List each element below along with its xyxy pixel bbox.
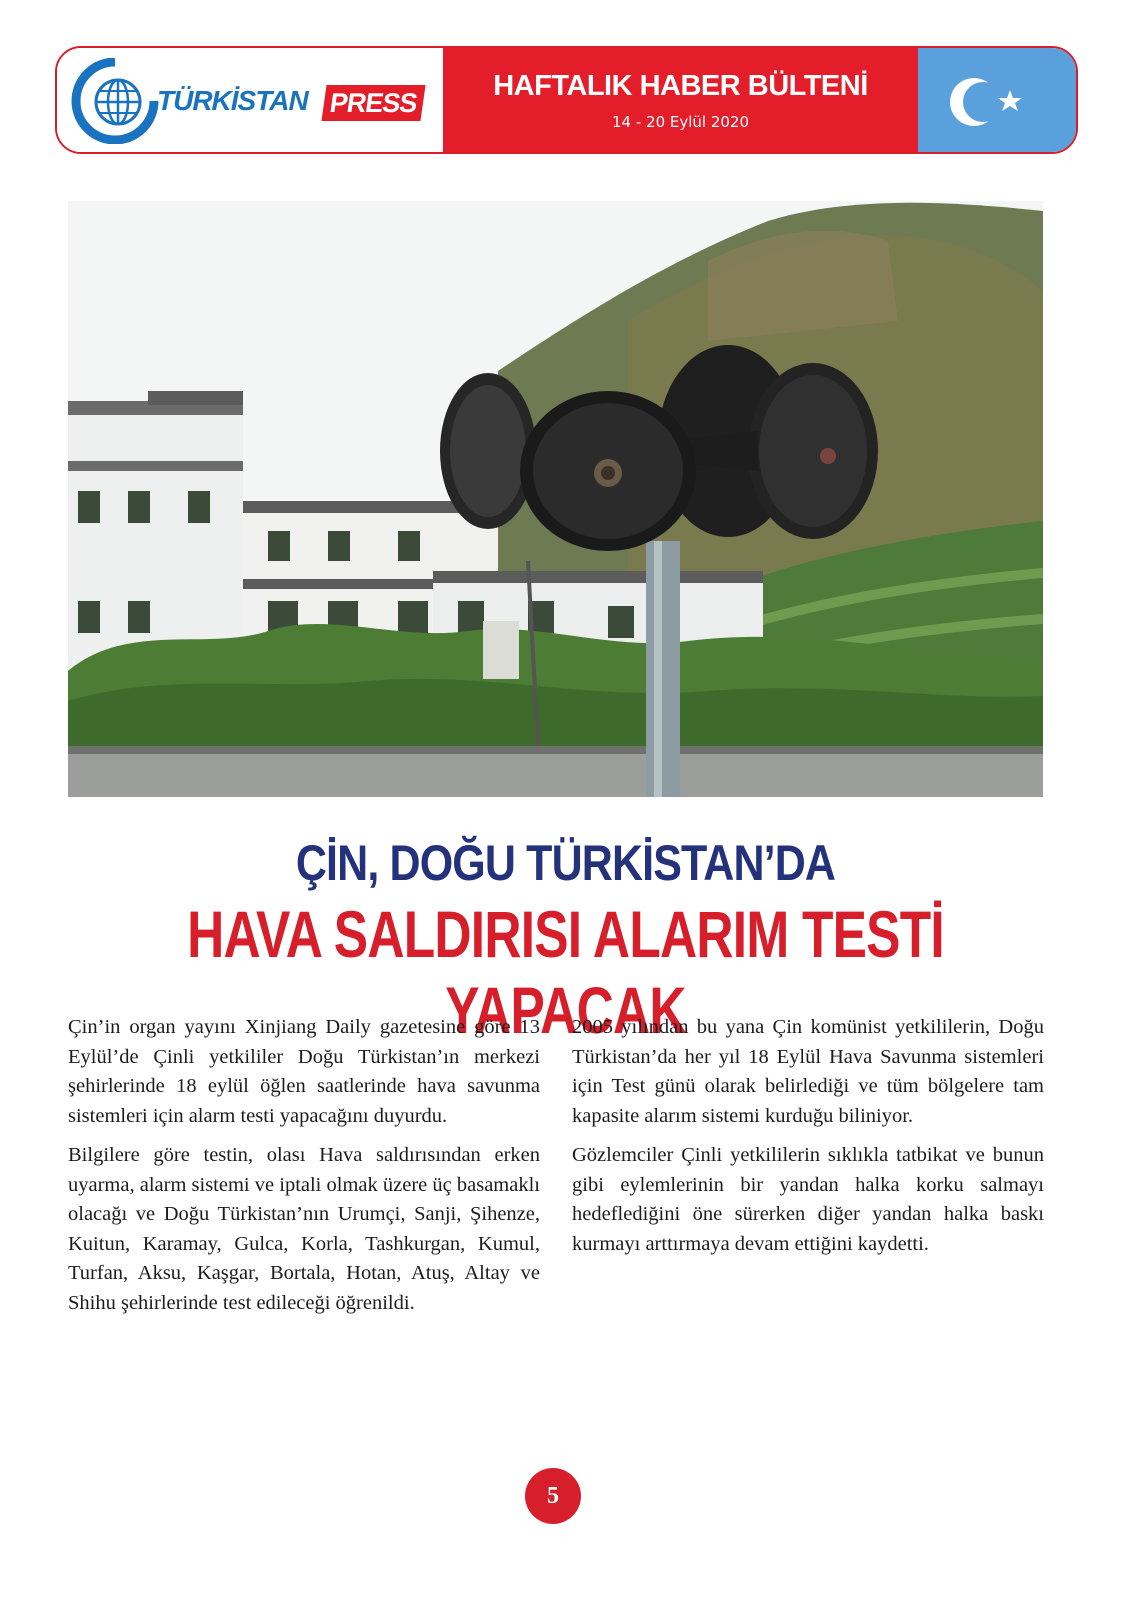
article-paragraph: Çin’in organ yayını Xinjiang Daily gazetesine göre 13 Eylül’de Çinli yetkililer Doğu Türkistan’ın merkezi şehirlerinde 18 eylül öğlen saatlerinde hava savunma sistemleri için alarm testi yapacağını duyurdu. [68,1016,540,1127]
headline-line-2: HAVA SALDIRISI ALARIM TESTİ YAPACAK [187,897,944,1047]
page-number: 5 [525,1468,581,1524]
globe-icon [71,58,161,144]
logo-wordmark: TÜRKİSTAN [157,85,308,116]
bulletin-title-block [443,48,918,152]
crescent-star-icon [918,48,1076,152]
bulletin-date: 14 - 20 Eylül 2020 [611,112,750,131]
loudspeaker-siren-photo [68,201,1043,797]
article-paragraph: Gözlemciler Çinli yetkililerin sıklıkla tatbikat ve bunun gibi eylemlerinin bir yandan halka korku salmayı hedeflediğini öne sürerken diğer yandan halka baskı kurmayı arttırmaya devam ettiğini kaydetti. [572,1144,1044,1255]
headline-line-1: ÇİN, DOĞU TÜRKİSTAN’DA [295,835,836,891]
article-paragraph: 2005 yılından bu yana Çin komünist yetkililerin, Doğu Türkistan’da her yıl 18 Eylül Hava Savunma sistemleri için Test günü olarak belirlediği ve tüm bölgelere tam kapasite alarım sistemi kurduğu biliniyor. [572,1016,1044,1127]
east-turkistan-flag [918,48,1076,152]
newsletter-header [55,46,1078,154]
article-column-right [572,1013,1044,1269]
article-column-left [68,1013,540,1328]
turkistan-press-logo [57,48,443,152]
article-paragraph: Bilgilere göre testin, olası Hava saldırısından erken uyarma, alarm sistemi ve iptali olmak üzere üç basamaklı olacağı ve Doğu Türkistan’nın Urumçi, Sanji, Şihenze, Kuitun, Karamay, Gulca, Korla, Tashkurgan, Kumul, Turfan, Aksu, Kaşgar, Bortala, Hotan, Atuş, Altay ve Shihu şehirlerinde test edileceği öğrenildi. [68,1144,540,1314]
logo-press-badge: PRESS [321,85,425,121]
bulletin-title: HAFTALIK HABER BÜLTENİ [493,69,868,102]
article-photo [68,201,1043,797]
